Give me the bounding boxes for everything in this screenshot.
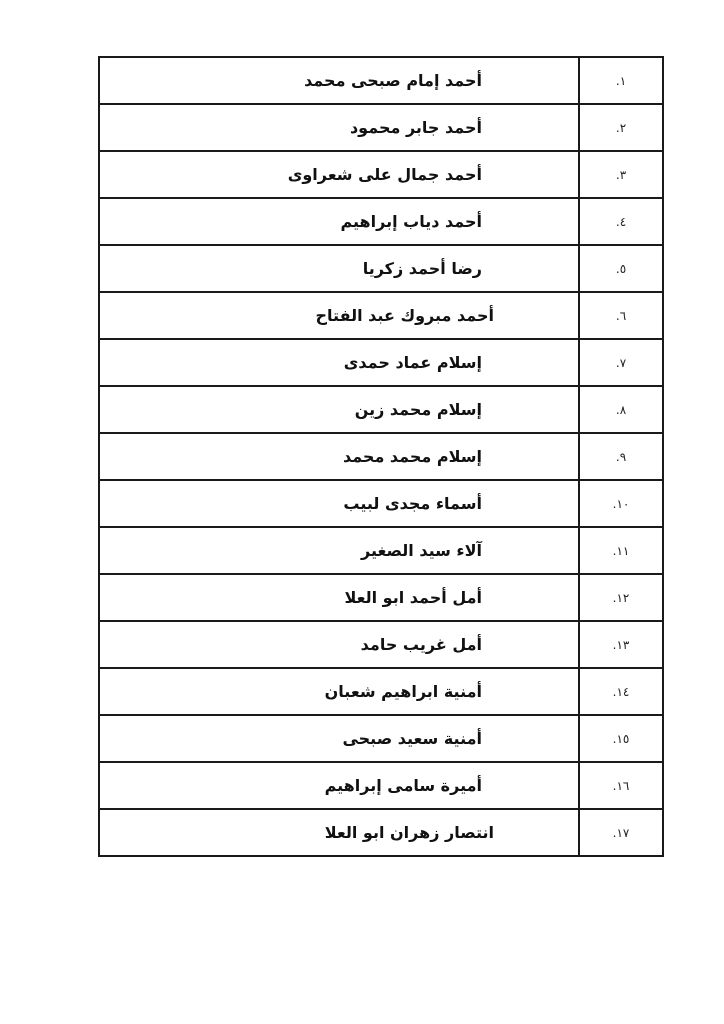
- number-cell: ١٠.: [579, 480, 663, 527]
- table-row: [99, 668, 663, 715]
- number-cell: ١٣.: [579, 621, 663, 668]
- table-row: [99, 245, 663, 292]
- name-cell: أمل أحمد ابو العلا: [99, 574, 579, 621]
- name-cell: أحمد جابر محمود: [99, 104, 579, 151]
- number-cell: ١١.: [579, 527, 663, 574]
- table-row: [99, 386, 663, 433]
- name-cell: أمل غريب حامد: [99, 621, 579, 668]
- number-cell: ٣.: [579, 151, 663, 198]
- number-cell: ١٤.: [579, 668, 663, 715]
- number-cell: ٩.: [579, 433, 663, 480]
- name-cell: أمنية ابراهيم شعبان: [99, 668, 579, 715]
- name-cell: أسماء مجدى لبيب: [99, 480, 579, 527]
- number-cell: ٥.: [579, 245, 663, 292]
- number-cell: ٦.: [579, 292, 663, 339]
- name-cell: إسلام محمد محمد: [99, 433, 579, 480]
- name-cell: إسلام عماد حمدى: [99, 339, 579, 386]
- table-row: [99, 198, 663, 245]
- table-row: [99, 104, 663, 151]
- number-cell: ١.: [579, 57, 663, 104]
- name-cell: أمنية سعيد صبحى: [99, 715, 579, 762]
- number-cell: ٤.: [579, 198, 663, 245]
- names-table: [98, 56, 664, 857]
- name-cell: أحمد مبروك عبد الفتاح: [99, 292, 579, 339]
- table-row: [99, 151, 663, 198]
- number-cell: ١٥.: [579, 715, 663, 762]
- table-row: [99, 574, 663, 621]
- table-row: [99, 433, 663, 480]
- number-cell: ٨.: [579, 386, 663, 433]
- number-cell: ١٧.: [579, 809, 663, 856]
- number-cell: ٢.: [579, 104, 663, 151]
- table-row: [99, 715, 663, 762]
- name-cell: أميرة سامى إبراهيم: [99, 762, 579, 809]
- table-row: [99, 621, 663, 668]
- name-cell: آلاء سيد الصغير: [99, 527, 579, 574]
- name-cell: انتصار زهران ابو العلا: [99, 809, 579, 856]
- number-cell: ١٦.: [579, 762, 663, 809]
- table-row: [99, 762, 663, 809]
- number-cell: ١٢.: [579, 574, 663, 621]
- table-row: [99, 480, 663, 527]
- number-cell: ٧.: [579, 339, 663, 386]
- name-cell: أحمد إمام صبحى محمد: [99, 57, 579, 104]
- name-cell: أحمد جمال على شعراوى: [99, 151, 579, 198]
- name-cell: رضا أحمد زكريا: [99, 245, 579, 292]
- name-cell: أحمد دياب إبراهيم: [99, 198, 579, 245]
- name-cell: إسلام محمد زين: [99, 386, 579, 433]
- table-row: [99, 339, 663, 386]
- table-row: [99, 809, 663, 856]
- table-row: [99, 292, 663, 339]
- table-row: [99, 527, 663, 574]
- table-row: [99, 57, 663, 104]
